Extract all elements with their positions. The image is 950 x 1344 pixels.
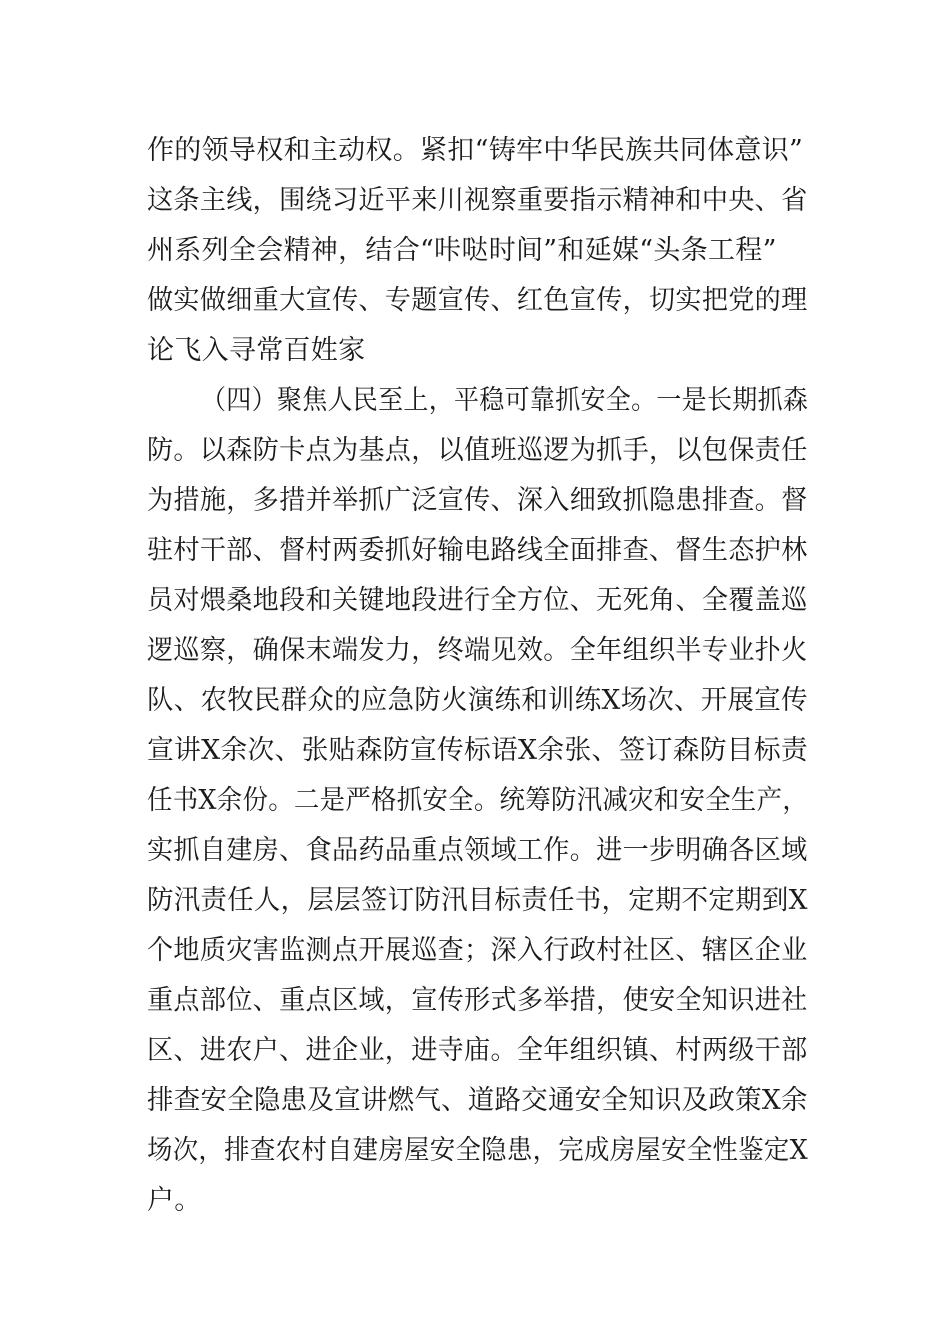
text-line: 驻村干部、督村两委抓好输电路线全面排查、督生态护林 <box>147 535 808 566</box>
text-line: 场次，排查农村自建房屋安全隐患，完成房屋安全性鉴定X <box>147 1135 809 1166</box>
text-line: 队、农牧民群众的应急防火演练和训练X场次、开展宣传 <box>147 685 808 716</box>
text-line: 这条主线，围绕习近平来川视察重要指示精神和中央、省 <box>147 185 808 216</box>
text-line: 重点部位、重点区域，宣传形式多举措，使安全知识进社 <box>147 985 808 1016</box>
text-line: 排查安全隐患及宣讲燃气、道路交通安全知识及政策X余 <box>147 1085 808 1116</box>
text-line: 逻巡察，确保末端发力，终端见效。全年组织半专业扑火 <box>147 635 808 666</box>
text-line: 做实做细重大宣传、专题宣传、红色宣传，切实把党的理 <box>147 285 808 316</box>
text-line: 宣讲X余次、张贴森防宣传标语X余张、签订森防目标责 <box>147 735 808 766</box>
text-line: 作的领导权和主动权。紧扣“铸牢中华民族共同体意识” <box>147 135 804 166</box>
text-line: 防汛责任人，层层签订防汛目标责任书，定期不定期到X <box>147 885 808 916</box>
text-line: 防。以森防卡点为基点，以值班巡逻为抓手，以包保责任 <box>147 435 808 466</box>
paragraph-first-line: （四）聚焦人民至上，平稳可靠抓安全。一是长期抓森 <box>201 385 809 416</box>
text-line: 实抓自建房、食品药品重点领域工作。进一步明确各区域 <box>147 835 808 866</box>
text-line: 为措施，多措并举抓广泛宣传、深入细致抓隐患排查。督 <box>147 485 808 516</box>
text-line: 员对煨桑地段和关键地段进行全方位、无死角、全覆盖巡 <box>147 585 808 616</box>
text-line: 任书X余份。二是严格抓安全。统筹防汛减灾和安全生产， <box>147 785 809 816</box>
text-line: 户。 <box>147 1185 202 1216</box>
text-line: 论飞入寻常百姓家 <box>147 335 366 366</box>
text-line: 州系列全会精神，结合“咔哒时间”和延媒“头条工程” <box>147 235 777 266</box>
text-line: 个地质灾害监测点开展巡查；深入行政村社区、辖区企业 <box>147 935 808 966</box>
text-line: 区、进农户、进企业，进寺庙。全年组织镇、村两级干部 <box>147 1035 808 1066</box>
